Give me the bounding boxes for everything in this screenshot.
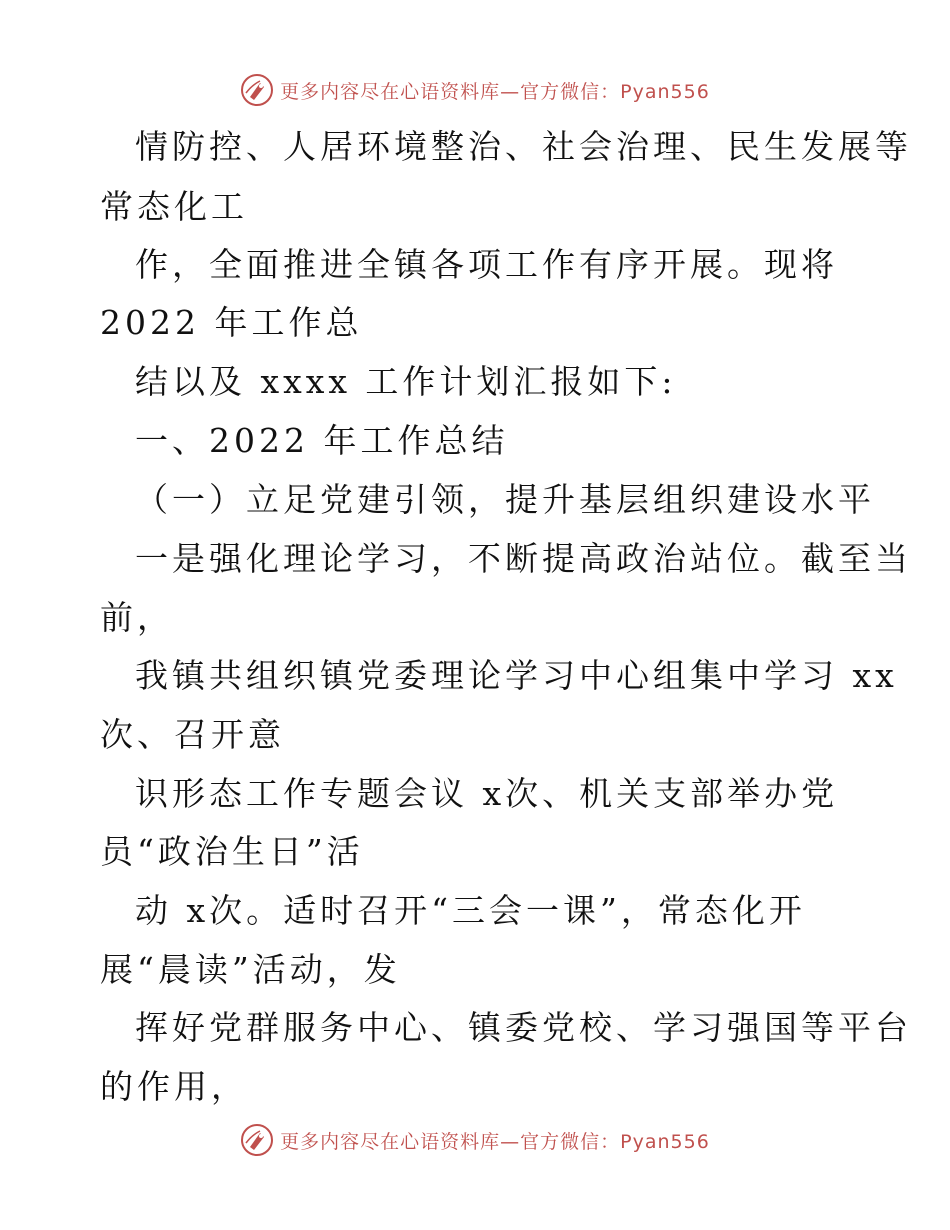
- body-line: 情防控、人居环境整治、社会治理、民生发展等: [135, 127, 912, 166]
- body-line: 挥好党群服务中心、镇委党校、学习强国等平台: [135, 1008, 912, 1047]
- subsection-heading: （一）立足党建引领，提升基层组织建设水平: [135, 480, 875, 519]
- body-line: 员“政治生日”活: [100, 832, 364, 871]
- pen-nib-logo-icon: [240, 1123, 274, 1157]
- pen-nib-logo-icon: [240, 73, 274, 107]
- section-heading: 一、2022 年工作总结: [135, 421, 509, 460]
- body-line: 结以及 xxxx 工作计划汇报如下:: [135, 362, 677, 401]
- body-line: 识形态工作专题会议 x次、机关支部举办党: [135, 774, 839, 813]
- footer-watermark: [0, 1120, 950, 1160]
- body-line: 我镇共组织镇党委理论学习中心组集中学习 xx: [135, 656, 898, 695]
- body-line: 作，全面推进全镇各项工作有序开展。现将: [135, 245, 838, 284]
- body-line: 前，: [100, 598, 174, 637]
- body-line: 动 x次。适时召开“三会一课”，常态化开: [135, 891, 806, 930]
- watermark-text: 更多内容尽在心语资料库—官方微信：Pyan556: [280, 80, 710, 103]
- watermark-text: 更多内容尽在心语资料库—官方微信：Pyan556: [280, 1130, 710, 1153]
- body-line: 常态化工: [100, 187, 248, 226]
- body-line: 2022 年工作总: [100, 303, 363, 342]
- body-line: 一是强化理论学习，不断提高政治站位。截至当: [135, 539, 912, 578]
- header-watermark: [0, 70, 950, 110]
- body-line: 次、召开意: [100, 715, 285, 754]
- body-line: 的作用，: [100, 1067, 248, 1106]
- body-line: 展“晨读”活动，发: [100, 950, 401, 989]
